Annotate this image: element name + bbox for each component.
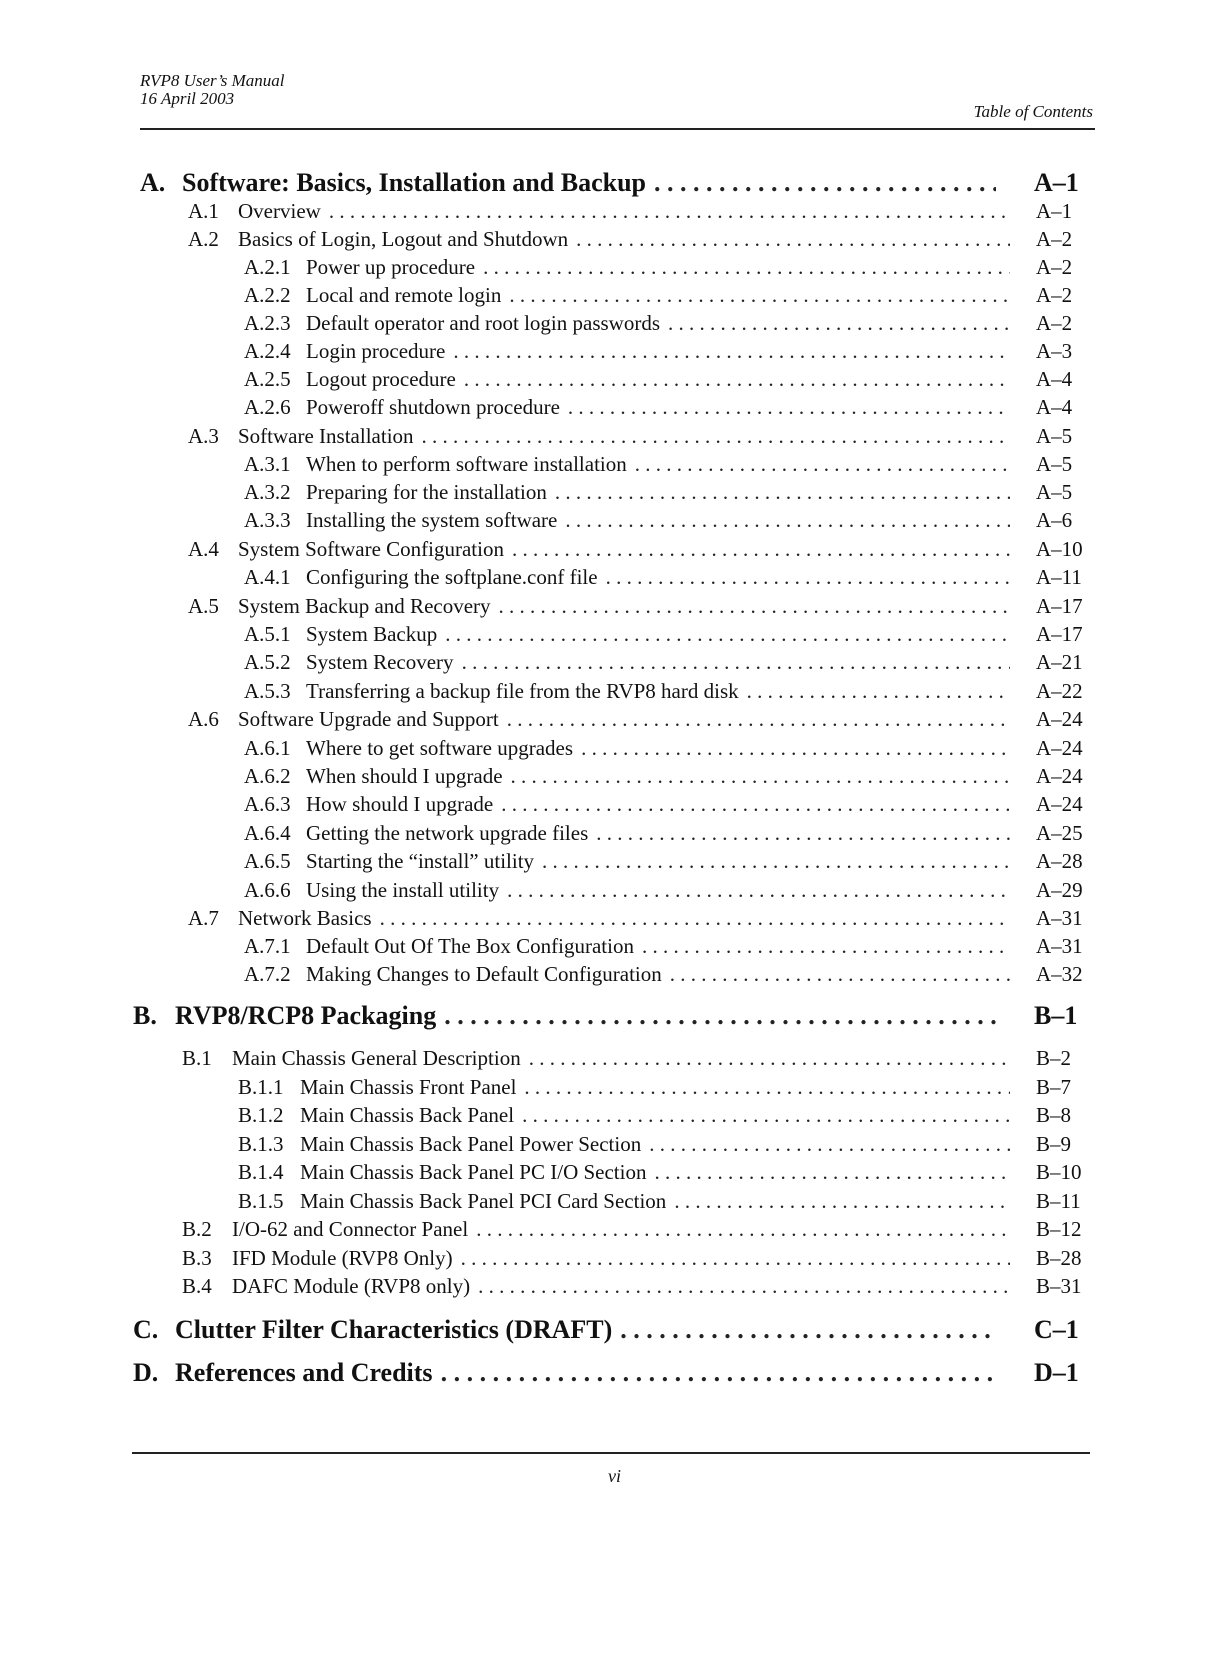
toc-entry-page: A–31 (1036, 906, 1083, 930)
dot-leader (483, 255, 1010, 280)
toc-entry (133, 1315, 1090, 1345)
dot-leader (507, 707, 1010, 732)
dot-leader (422, 424, 1010, 449)
toc-entry-page: A–24 (1036, 736, 1083, 760)
toc-entry-title: Main Chassis Back Panel (300, 1103, 515, 1127)
toc-entry (244, 934, 1090, 959)
toc-entry-page: A–24 (1036, 764, 1083, 788)
dot-leader (476, 1217, 1010, 1242)
dot-leader (654, 1160, 1010, 1185)
toc-entry-number: A.2 (188, 227, 219, 251)
toc-entry (238, 1160, 1090, 1185)
toc-entry (244, 650, 1090, 675)
toc-entry-page: A–11 (1036, 565, 1082, 589)
toc-entry-number: A.3 (188, 424, 219, 448)
dot-leader (542, 849, 1010, 874)
toc-entry-number: B.1.1 (238, 1075, 284, 1099)
toc-entry (244, 622, 1090, 647)
toc-entry-page: B–7 (1036, 1075, 1072, 1099)
dot-leader (674, 1189, 1010, 1214)
toc-entry-title: I/O-62 and Connector Panel (232, 1217, 469, 1241)
toc-entry (188, 594, 1090, 619)
dot-leader (529, 1046, 1010, 1071)
toc-entry-number: B.4 (182, 1274, 212, 1298)
toc-entry-title: References and Credits (175, 1358, 433, 1387)
dot-leader (581, 736, 1010, 761)
toc-entry-title: System Backup (306, 622, 438, 646)
toc-entry-page: A–17 (1036, 594, 1083, 618)
toc-entry-page: A–10 (1036, 537, 1083, 561)
toc-entry-number: A.7 (188, 906, 219, 930)
dot-leader (654, 168, 996, 198)
toc-entry-title: Software Installation (238, 424, 414, 448)
dot-leader (511, 764, 1010, 789)
dot-leader (635, 452, 1010, 477)
dot-leader (670, 962, 1010, 987)
toc-entry (238, 1075, 1090, 1100)
dot-leader (747, 679, 1010, 704)
toc-entry-number: A.6.4 (244, 821, 291, 845)
toc-entry-title: Overview (238, 199, 321, 223)
toc-entry-page: A–5 (1036, 480, 1073, 504)
toc-entry-number: A.1 (188, 199, 219, 223)
dot-leader (501, 792, 1010, 817)
toc-entry-number: A.6.2 (244, 764, 291, 788)
toc-entry-number: A.4.1 (244, 565, 291, 589)
toc-entry-title: Local and remote login (306, 283, 502, 307)
toc-entry-title: Making Changes to Default Configuration (306, 962, 662, 986)
toc-entry-number: B.2 (182, 1217, 212, 1241)
toc-entry-number: A.2.2 (244, 283, 291, 307)
toc-entry-page: D–1 (1034, 1358, 1079, 1387)
toc-entry-title: Software Upgrade and Support (238, 707, 499, 731)
toc-entry (188, 424, 1090, 449)
toc-entry-title: Transferring a backup file from the RVP8 hard disk (306, 679, 739, 703)
toc-entry (244, 283, 1090, 308)
toc-entry (244, 821, 1090, 846)
toc-entry-title: Power up procedure (306, 255, 476, 279)
dot-leader (499, 594, 1010, 619)
toc-entry-number: A.5.1 (244, 622, 291, 646)
toc-entry-title: Starting the “install” utility (306, 849, 535, 873)
toc-entry-title: Where to get software upgrades (306, 736, 574, 760)
dot-leader (445, 622, 1010, 647)
page-header (140, 72, 1095, 130)
dot-leader (596, 821, 1010, 846)
dot-leader (329, 199, 1010, 224)
toc-entry-page: A–5 (1036, 424, 1073, 448)
toc-entry-number: A.5.2 (244, 650, 291, 674)
toc-entry-number: A.3.2 (244, 480, 291, 504)
toc-entry-title: When should I upgrade (306, 764, 503, 788)
toc-entry-title: System Recovery (306, 650, 454, 674)
dot-leader (649, 1132, 1010, 1157)
toc-entry-title: Getting the network upgrade files (306, 821, 589, 845)
toc-entry-number: C. (133, 1315, 159, 1344)
toc-entry-number: B.1 (182, 1046, 212, 1070)
toc-entry-page: B–8 (1036, 1103, 1072, 1127)
toc-entry-title: System Backup and Recovery (238, 594, 491, 618)
toc-entry-title: Main Chassis General Description (232, 1046, 521, 1070)
toc-entry (188, 537, 1090, 562)
toc-entry-page: B–28 (1036, 1246, 1082, 1270)
toc-entry (182, 1274, 1090, 1299)
toc-entry-title: IFD Module (RVP8 Only) (232, 1246, 453, 1270)
toc-entry (244, 395, 1090, 420)
toc-entry-number: B. (133, 1001, 157, 1030)
manual-date: 16 April 2003 (140, 89, 235, 108)
toc-entry-number: A.6.1 (244, 736, 291, 760)
toc-entry-number: B.1.4 (238, 1160, 284, 1184)
toc-entry-page: A–28 (1036, 849, 1083, 873)
toc-entry (244, 736, 1090, 761)
toc-entry (244, 878, 1090, 903)
toc-entry (244, 792, 1090, 817)
dot-leader (524, 1075, 1010, 1100)
dot-leader (453, 339, 1010, 364)
dot-leader (507, 878, 1010, 903)
toc-entry-number: A.2.3 (244, 311, 291, 335)
toc-entry-page: A–21 (1036, 650, 1083, 674)
toc-entry-title: Network Basics (238, 906, 372, 930)
toc-entry-title: How should I upgrade (306, 792, 494, 816)
toc-entry-title: System Software Configuration (238, 537, 504, 561)
dot-leader (380, 906, 1010, 931)
toc-entry (244, 311, 1090, 336)
dot-leader (464, 367, 1010, 392)
toc-entry (188, 906, 1090, 931)
toc-entry (244, 367, 1090, 392)
toc-entry-title: Configuring the softplane.conf file (306, 565, 598, 589)
toc-entry-page: A–1 (1034, 168, 1079, 197)
toc-entry-number: A. (140, 168, 166, 197)
toc-entry (188, 707, 1090, 732)
toc-entry-page: B–12 (1036, 1217, 1082, 1241)
dot-leader (565, 508, 1010, 533)
toc-entry-number: A.2.1 (244, 255, 291, 279)
toc-entry-page: A–2 (1036, 227, 1073, 251)
manual-title: RVP8 User’s Manual (140, 71, 285, 90)
footer-page-number: vi (608, 1466, 621, 1486)
dot-leader (522, 1103, 1010, 1128)
toc-entry-title: When to perform software installation (306, 452, 627, 476)
toc-entry-page: B–10 (1036, 1160, 1082, 1184)
toc-entry-page: B–11 (1036, 1189, 1081, 1213)
toc-entry (244, 452, 1090, 477)
dot-leader (576, 227, 1010, 252)
toc-entry-page: A–25 (1036, 821, 1083, 845)
toc-entry-page: A–4 (1036, 367, 1073, 391)
toc-entry-page: B–31 (1036, 1274, 1082, 1298)
toc-entry-number: A.2.6 (244, 395, 291, 419)
toc-entry (238, 1103, 1090, 1128)
dot-leader (509, 283, 1010, 308)
toc-entry-page: A–4 (1036, 395, 1073, 419)
toc-entry-page: A–22 (1036, 679, 1083, 703)
section-title: Table of Contents (973, 102, 1093, 121)
toc-entry (188, 199, 1090, 224)
toc-entry-page: A–24 (1036, 707, 1083, 731)
toc-entry-number: A.6.5 (244, 849, 291, 873)
toc-entry-page: A–3 (1036, 339, 1073, 363)
toc-entry-page: A–5 (1036, 452, 1073, 476)
dot-leader (478, 1274, 1010, 1299)
dot-leader (461, 1246, 1010, 1271)
toc-entry-title: Logout procedure (306, 367, 456, 391)
toc-entry-page: B–1 (1034, 1001, 1078, 1030)
toc-entry-number: A.3.1 (244, 452, 291, 476)
toc-entry (244, 480, 1090, 505)
toc-entry-page: C–1 (1034, 1315, 1079, 1344)
dot-leader (668, 311, 1010, 336)
toc-entry-page: B–2 (1036, 1046, 1072, 1070)
toc-entry-title: Default operator and root login passwords (306, 311, 660, 335)
toc-entry-number: A.2.5 (244, 367, 291, 391)
toc-entry (140, 168, 1090, 198)
toc-entry-number: A.4 (188, 537, 219, 561)
toc-entry-number: B.1.5 (238, 1189, 284, 1213)
toc-entry (244, 339, 1090, 364)
toc-entry (238, 1189, 1090, 1214)
toc-entry-title: RVP8/RCP8 Packaging (175, 1001, 437, 1030)
toc-entry-page: A–2 (1036, 311, 1073, 335)
toc-entry-number: A.6.3 (244, 792, 291, 816)
toc-entry-page: A–2 (1036, 283, 1073, 307)
toc-entry-title: Using the install utility (306, 878, 500, 902)
dot-leader (444, 1001, 996, 1031)
toc-entry (182, 1217, 1090, 1242)
header-left (140, 72, 285, 108)
toc-entry-title: Default Out Of The Box Configuration (306, 934, 634, 958)
toc-entry-page: A–31 (1036, 934, 1083, 958)
dot-leader (620, 1315, 996, 1345)
toc-entry-number: A.5 (188, 594, 219, 618)
toc-entry (182, 1246, 1090, 1271)
toc-entry (244, 764, 1090, 789)
toc-entry (188, 227, 1090, 252)
toc-entry-page: A–1 (1036, 199, 1073, 223)
dot-leader (606, 565, 1010, 590)
dot-leader (642, 934, 1010, 959)
dot-leader (462, 650, 1010, 675)
toc-entry-number: B.1.3 (238, 1132, 284, 1156)
toc-entry-title: Main Chassis Front Panel (300, 1075, 517, 1099)
toc-entry-title: Basics of Login, Logout and Shutdown (238, 227, 569, 251)
toc-entry-number: A.2.4 (244, 339, 291, 363)
toc-entry (133, 1358, 1090, 1388)
dot-leader (555, 480, 1010, 505)
toc-entry-number: B.3 (182, 1246, 212, 1270)
toc-entry-page: A–32 (1036, 962, 1083, 986)
toc-entry-page: A–29 (1036, 878, 1083, 902)
toc-entry-title: Preparing for the installation (306, 480, 547, 504)
toc-entry (244, 679, 1090, 704)
toc-entry-page: B–9 (1036, 1132, 1072, 1156)
toc-entry-page: A–17 (1036, 622, 1083, 646)
toc-entry-number: A.7.2 (244, 962, 291, 986)
footer-rule (132, 1452, 1090, 1454)
toc-entry-page: A–2 (1036, 255, 1073, 279)
toc-entry (244, 962, 1090, 987)
toc-entry-number: D. (133, 1358, 159, 1387)
toc-entry-page: A–6 (1036, 508, 1073, 532)
toc-entry (238, 1132, 1090, 1157)
toc-entry-title: Main Chassis Back Panel Power Section (300, 1132, 642, 1156)
toc-entry (133, 1001, 1090, 1031)
toc-entry (244, 849, 1090, 874)
toc-entry (244, 508, 1090, 533)
dot-leader (568, 395, 1010, 420)
toc-entry-title: Login procedure (306, 339, 446, 363)
toc-entry-number: A.6 (188, 707, 219, 731)
toc-entry-number: A.7.1 (244, 934, 291, 958)
toc-entry-number: A.6.6 (244, 878, 291, 902)
dot-leader (441, 1358, 996, 1388)
toc-entry-title: Clutter Filter Characteristics (DRAFT) (175, 1315, 613, 1344)
toc-entry-title: Main Chassis Back Panel PCI Card Section (300, 1189, 667, 1213)
toc-entry-number: A.5.3 (244, 679, 291, 703)
toc-entry (244, 255, 1090, 280)
dot-leader (512, 537, 1010, 562)
toc-entry (182, 1046, 1090, 1071)
toc-entry-title: Software: Basics, Installation and Backup (182, 168, 646, 197)
toc-entry-title: Installing the system software (306, 508, 558, 532)
toc-entry-number: A.3.3 (244, 508, 291, 532)
toc-entry-title: Main Chassis Back Panel PC I/O Section (300, 1160, 647, 1184)
toc-entry-title: Poweroff shutdown procedure (306, 395, 560, 419)
toc-entry-page: A–24 (1036, 792, 1083, 816)
toc-entry (244, 565, 1090, 590)
toc-entry-title: DAFC Module (RVP8 only) (232, 1274, 471, 1298)
toc-entry-number: B.1.2 (238, 1103, 284, 1127)
